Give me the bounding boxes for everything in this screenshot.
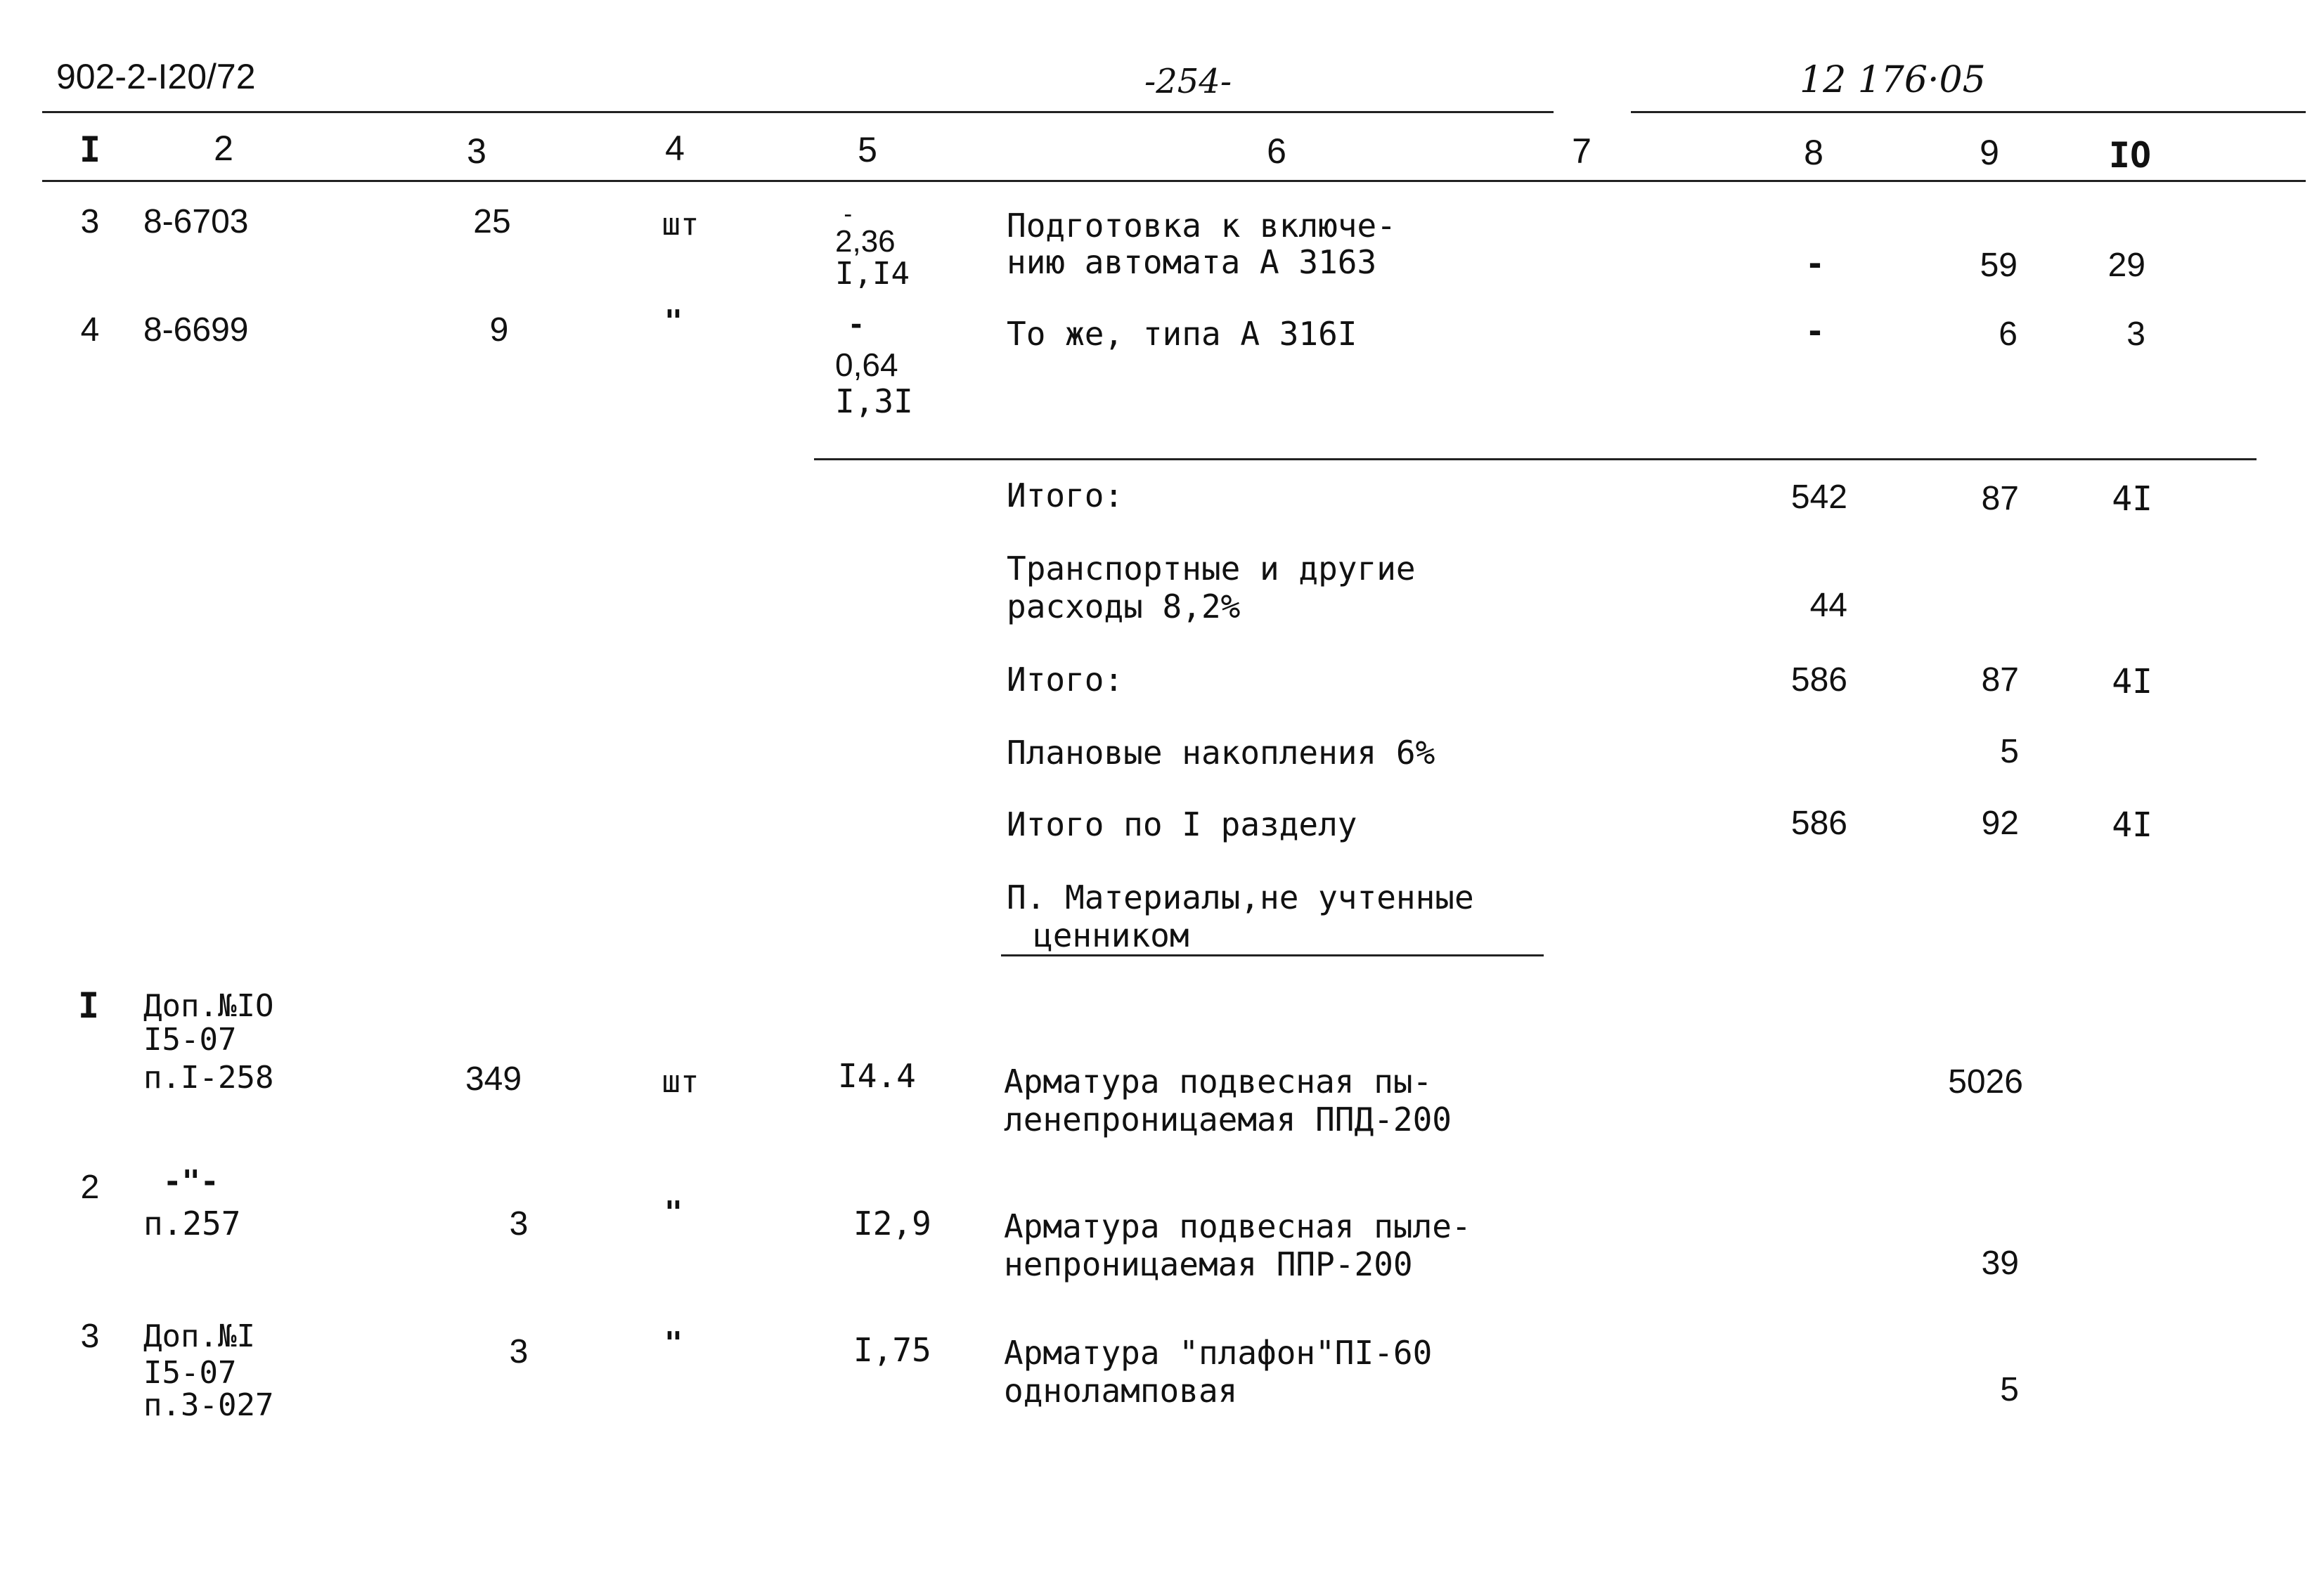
row-description-line2: нию автомата А 3163 [1007,243,1377,281]
total-col9: 87 [1981,480,2019,517]
row-col5-bottom: I,I4 [835,256,910,292]
row-description-line1: Подготовка к включе- [1007,207,1396,245]
section-2-title-line2: ценником [1033,916,1189,954]
row-code: 8-6703 [143,203,249,240]
row-number: 3 [80,203,100,240]
row-col9: 39 [1981,1245,2019,1282]
row-col9: 5026 [1948,1063,2023,1101]
row-quantity: 9 [489,311,509,349]
row-price: I2,9 [853,1205,931,1242]
row-description-line2: ленепроницаемая ППД-200 [1004,1101,1452,1138]
row-number: 4 [80,311,100,349]
row-code-line3: п.3-027 [143,1387,274,1423]
row-code-line2: I5-07 [143,1022,237,1058]
total-col10: 4I [2112,662,2152,701]
header-rule-left [42,111,1554,113]
row-col9: 6 [1999,316,2018,353]
row-col10: 3 [2126,316,2145,353]
total-col10: 4I [2112,479,2152,519]
row-col5-top: - [848,309,865,341]
row-col5-bottom: I,3I [835,382,913,420]
document-code: 902-2-I20/72 [56,57,256,96]
total-col8: 586 [1790,661,1847,699]
row-number: I [77,985,100,1026]
row-col9: 5 [2000,1371,2019,1408]
row-description-line1: То же, типа А 316I [1007,315,1357,353]
total-col9: 87 [1981,661,2019,699]
row-col5-mid: 2,36 [835,224,896,259]
row-unit: шт [661,207,699,242]
header-rule-right [1631,111,2306,113]
col-header-8: 8 [1804,133,1823,172]
row-unit: " [664,1195,683,1231]
section-2-title-underline [1001,954,1544,956]
col-header-10: IO [2108,135,2152,176]
row-number: 3 [80,1318,100,1355]
page-number: -254- [1144,62,1232,101]
col-header-7: 7 [1572,131,1592,171]
row-unit: " [664,1325,683,1361]
planned-savings-col9: 5 [2000,733,2019,770]
total-label: Итого: [1007,661,1124,699]
row-unit: шт [661,1064,699,1100]
row-quantity: 3 [509,1205,529,1242]
row-col5-mid: 0,64 [835,346,898,383]
col-header-3: 3 [467,131,486,171]
section-total-label: Итого по I разделу [1007,805,1357,843]
section-2-title-line1: П. Материалы,не учтенные [1007,878,1474,916]
row-code: 8-6699 [143,311,249,349]
col-header-2: 2 [214,129,233,168]
row-price: I4.4 [838,1057,916,1095]
row-col9: 59 [1980,247,2018,284]
column-header-rule [42,180,2306,182]
planned-savings-label: Плановые накопления 6% [1007,734,1435,772]
total-col8: 542 [1790,479,1847,516]
row-description-line1: Арматура "плафон"ПI-60 [1004,1334,1433,1372]
row-code-line1: Доп.№IO [143,988,274,1024]
reference-number: 12 176·05 [1800,59,1986,101]
total-label: Итого: [1007,476,1124,514]
totals-rule [814,458,2257,460]
row-number: 2 [80,1169,100,1206]
row-quantity: 3 [509,1333,529,1370]
row-col8: - [1805,245,1825,283]
transport-label-line1: Транспортные и другие [1007,550,1416,588]
row-quantity: 349 [465,1060,522,1098]
section-total-col10: 4I [2112,805,2152,845]
col-header-9: 9 [1980,133,1999,172]
section-total-col8: 586 [1790,805,1847,842]
row-col10: 29 [2107,247,2145,284]
col-header-6: 6 [1267,131,1286,171]
col-header-4: 4 [665,129,685,168]
row-quantity: 25 [473,203,511,240]
row-description-line2: непроницаемая ППР-200 [1004,1245,1413,1283]
row-code-line3: п.I-258 [143,1060,274,1096]
row-code-line1: Доп.№I [143,1318,255,1354]
transport-col8: 44 [1809,587,1847,624]
transport-label-line2: расходы 8,2% [1007,588,1241,625]
row-unit: " [664,304,683,339]
row-code-line2: п.257 [143,1205,241,1242]
row-description-line2: одноламповая [1004,1372,1238,1410]
row-code-line1: -"- [163,1164,219,1200]
row-col8: - [1805,312,1825,350]
row-price: I,75 [853,1331,931,1369]
section-total-col9: 92 [1981,805,2019,842]
row-code-line2: I5-07 [143,1355,237,1391]
col-header-5: 5 [858,130,877,169]
row-description-line1: Арматура подвесная пыле- [1004,1207,1471,1245]
row-description-line1: Арматура подвесная пы- [1004,1063,1433,1101]
row-col5-top: - [841,200,856,228]
col-header-1: I [79,129,101,170]
